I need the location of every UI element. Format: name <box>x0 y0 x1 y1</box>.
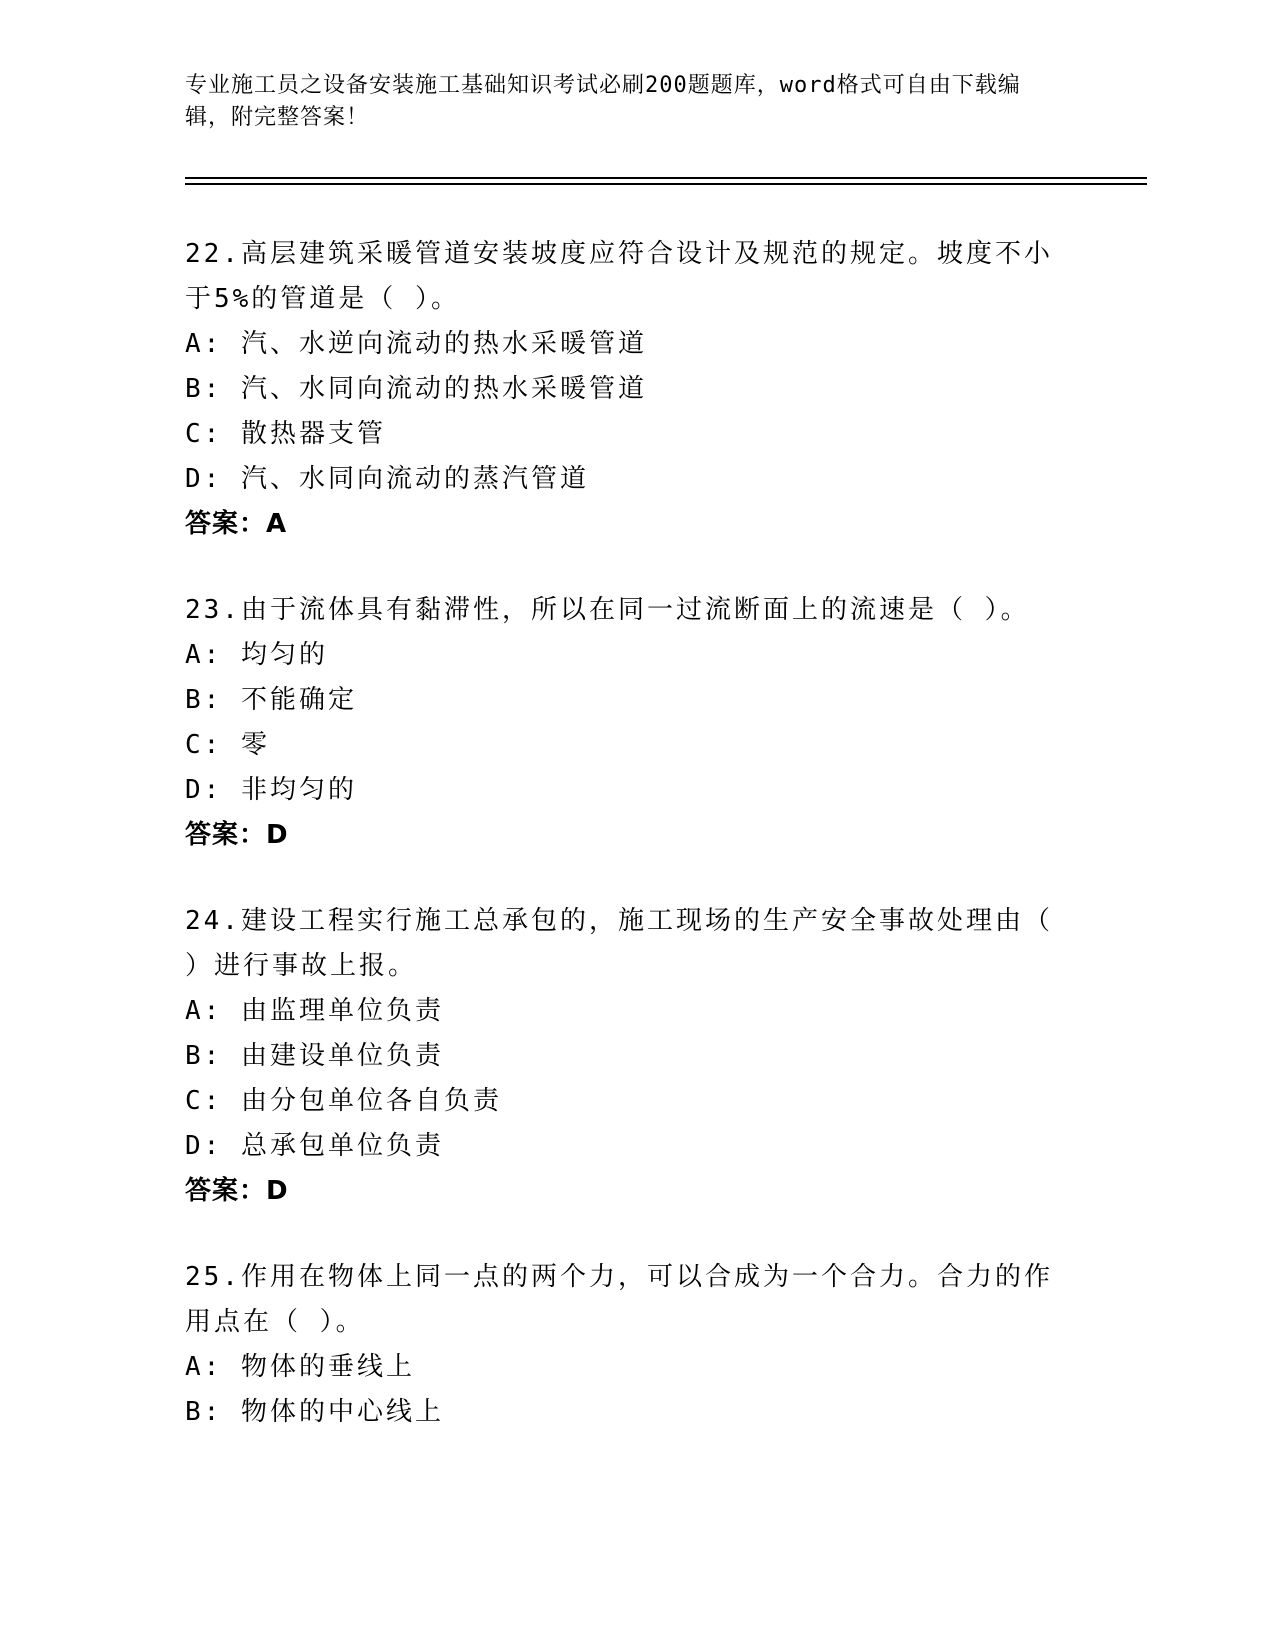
question-list <box>185 232 1085 1476</box>
option-b: B: 不能确定 <box>185 685 357 715</box>
option-a: A: 物体的垂线上 <box>185 1352 415 1382</box>
option-a: A: 由监理单位负责 <box>185 996 444 1026</box>
option-c: C: 散热器支管 <box>185 419 386 449</box>
option-d: D: 总承包单位负责 <box>185 1131 444 1161</box>
option-a: A: 均匀的 <box>185 640 328 670</box>
question-23 <box>185 588 1085 858</box>
option-b: B: 汽、水同向流动的热水采暖管道 <box>185 374 647 404</box>
question-25 <box>185 1255 1085 1435</box>
question-stem: 22.高层建筑采暖管道安装坡度应符合设计及规范的规定。坡度不小于5%的管道是（ ）。 <box>185 239 1053 314</box>
question-stem: 25.作用在物体上同一点的两个力，可以合成为一个合力。合力的作用点在（ ）。 <box>185 1262 1053 1337</box>
question-stem: 23.由于流体具有黏滞性，所以在同一过流断面上的流速是（ ）。 <box>185 595 1030 625</box>
option-d: D: 汽、水同向流动的蒸汽管道 <box>185 464 589 494</box>
option-b: B: 物体的中心线上 <box>185 1397 444 1427</box>
option-b: B: 由建设单位负责 <box>185 1041 444 1071</box>
option-d: D: 非均匀的 <box>185 775 357 805</box>
option-c: C: 由分包单位各自负责 <box>185 1086 502 1116</box>
answer-label: 答案：D <box>185 1176 289 1206</box>
document-header: 专业施工员之设备安装施工基础知识考试必刷200题题库，word格式可自由下载编辑，附完整答案！ <box>185 73 1021 130</box>
header-rule-bottom <box>185 183 1147 185</box>
header-rule-top <box>185 177 1147 179</box>
answer-label: 答案：D <box>185 820 289 850</box>
question-22 <box>185 232 1085 547</box>
option-c: C: 零 <box>185 730 270 760</box>
question-24 <box>185 899 1085 1214</box>
option-a: A: 汽、水逆向流动的热水采暖管道 <box>185 329 647 359</box>
question-stem: 24.建设工程实行施工总承包的，施工现场的生产安全事故处理由（ ）进行事故上报。 <box>185 906 1053 981</box>
answer-label: 答案：A <box>185 509 288 539</box>
